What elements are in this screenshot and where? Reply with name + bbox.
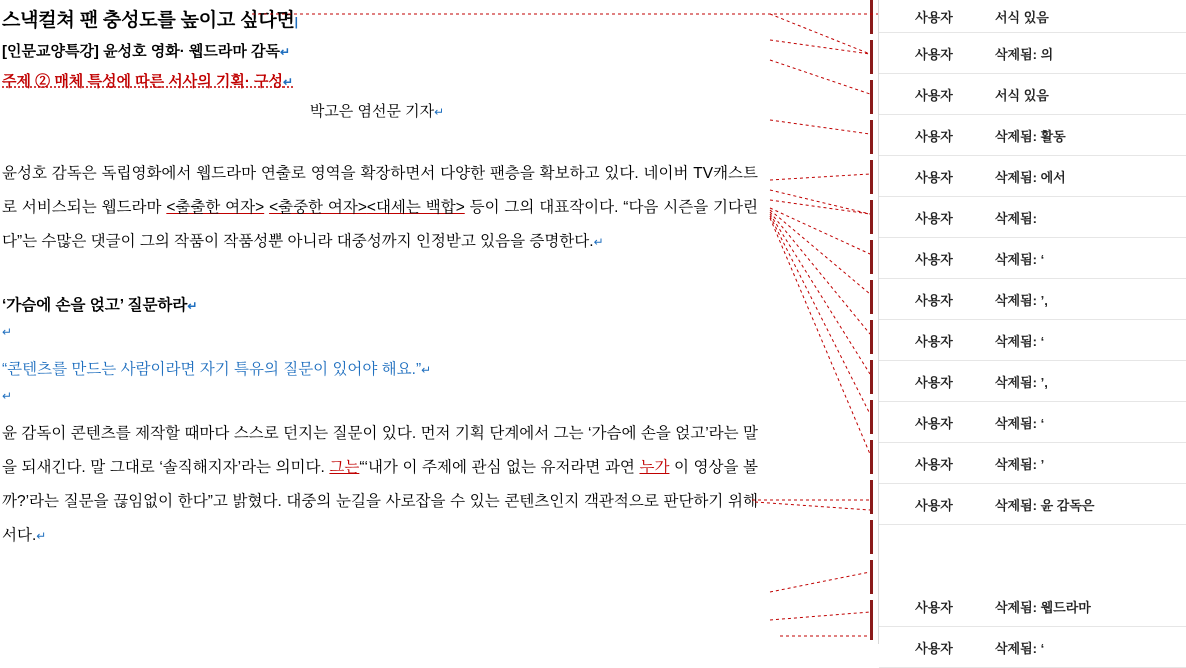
revision-author: 사용자 — [915, 210, 953, 226]
document-subtitle — [2, 37, 762, 67]
change-bar — [870, 600, 873, 640]
blank-line — [2, 127, 762, 157]
paragraph-mark-icon: ↵ — [283, 75, 294, 89]
document-theme-text: 주제 ② 매체 특성에 따른 서사의 기획· 구성 — [2, 73, 284, 90]
revision-action: 삭제됨: ‘ — [995, 640, 1045, 656]
paragraph-2 — [2, 417, 758, 553]
paragraph-2-text-c: 이 영상을 볼까?’라는 질문을 끊임없이 한다”고 밝혔다. 대중의 눈길을 사로잡을 수 있는 콘텐츠인지 객관적으로 판단하기 위해서다. — [2, 459, 758, 544]
revision-row[interactable] — [879, 238, 1186, 279]
revision-action: 삭제됨: 의 — [995, 46, 1054, 62]
revision-author: 사용자 — [915, 456, 953, 472]
change-bar — [870, 80, 873, 114]
document-byline — [2, 97, 762, 127]
blank-line — [2, 323, 762, 353]
revision-row[interactable] — [879, 484, 1186, 525]
paragraph-1-title-2: <출중한 여자> — [269, 199, 367, 216]
revision-action: 서식 있음 — [995, 87, 1049, 103]
blank-line — [2, 387, 762, 417]
revision-author: 사용자 — [915, 128, 953, 144]
document-subtitle-text: [인문교양특강] 윤성호 영화· 웹드라마 감독 — [2, 43, 280, 60]
paragraph-mark-icon: ↵ — [593, 235, 604, 249]
revision-row[interactable] — [879, 279, 1186, 320]
paragraph-2-text-b: “‘내가 이 주제에 관심 없는 유저라면 과연 — [359, 459, 640, 476]
paragraph-mark-icon: ↵ — [280, 45, 291, 59]
pull-quote-text: “콘텐츠를 만드는 사람이라면 자기 특유의 질문이 있어야 해요.” — [2, 361, 422, 378]
pull-quote — [2, 353, 762, 387]
paragraph-1-text-a: 윤성호 감독은 독립영화에서 웹드라마 연출로 영역을 확장하면서 다양한 팬층을 확보하고 있다. 네이버 TV캐스트로 서비스되는 웹드라마 — [2, 165, 758, 216]
revision-author: 사용자 — [915, 640, 953, 656]
paragraph-mark-icon: ↵ — [421, 363, 432, 377]
revision-author: 사용자 — [915, 87, 953, 103]
revision-author: 사용자 — [915, 251, 953, 267]
revision-action: 삭제됨: ’, — [995, 292, 1048, 308]
revisions-pane[interactable] — [878, 0, 1186, 656]
document-byline-text: 박고은 염선문 기자 — [309, 103, 435, 120]
paragraph-2-insert-2: 누가 — [639, 459, 670, 476]
change-bar — [870, 560, 873, 594]
revision-action: 서식 있음 — [995, 9, 1049, 25]
change-bar — [870, 160, 873, 194]
paragraph-mark-icon: ↵ — [2, 389, 13, 403]
document-title — [2, 6, 762, 37]
revision-action: 삭제됨: 윤 감독은 — [995, 497, 1095, 513]
revision-author: 사용자 — [915, 415, 953, 431]
change-bars — [868, 0, 878, 644]
blank-line — [2, 259, 762, 289]
change-bar — [870, 0, 873, 34]
revision-action: 삭제됨: 웹드라마 — [995, 599, 1091, 615]
change-bar — [870, 320, 873, 354]
revision-author: 사용자 — [915, 9, 953, 25]
paragraph-2-insert-1: 그는 — [329, 459, 360, 476]
paragraph-mark-icon: ↵ — [187, 299, 198, 313]
revision-row[interactable] — [879, 361, 1186, 402]
revision-row-empty — [879, 525, 1186, 586]
revision-row[interactable] — [879, 586, 1186, 627]
paragraph-mark-icon: ↵ — [434, 105, 445, 119]
revision-row[interactable] — [879, 320, 1186, 361]
change-bar — [870, 440, 873, 474]
document-title-text: 스낵컬쳐 팬 충성도를 높이고 싶다면 — [2, 10, 295, 31]
change-bar — [870, 280, 873, 314]
document-theme — [2, 67, 762, 97]
document-body — [2, 6, 762, 553]
revision-action: 삭제됨: ’ — [995, 456, 1045, 472]
revision-action: 삭제됨: — [995, 210, 1038, 226]
revision-author: 사용자 — [915, 169, 953, 185]
revision-author: 사용자 — [915, 497, 953, 513]
revision-action: 삭제됨: ’, — [995, 374, 1048, 390]
revision-row[interactable] — [879, 443, 1186, 484]
revision-action: 삭제됨: ‘ — [995, 415, 1045, 431]
revision-row[interactable] — [879, 115, 1186, 156]
revision-row[interactable] — [879, 627, 1186, 668]
revision-author: 사용자 — [915, 46, 953, 62]
revision-author: 사용자 — [915, 374, 953, 390]
revision-author: 사용자 — [915, 333, 953, 349]
revision-author: 사용자 — [915, 292, 953, 308]
paragraph-2-text-a: 윤 감독이 콘텐츠를 제작할 때마다 스스로 던지는 질문이 있다. 먼저 기획 단계에서 그는 ‘가슴에 손을 얹고’라는 말을 되새긴다. 말 그대로 ‘솔직해지자’라는 의미다. — [2, 425, 758, 476]
paragraph-mark-icon: | — [294, 15, 298, 29]
revision-action: 삭제됨: ‘ — [995, 251, 1045, 267]
section-heading-2 — [2, 289, 762, 323]
paragraph-mark-icon: ↵ — [36, 529, 47, 543]
paragraph-1 — [2, 157, 758, 259]
change-bar — [870, 520, 873, 554]
change-bar — [870, 40, 873, 74]
paragraph-1-title-1: <출출한 여자> — [166, 199, 265, 216]
paragraph-1-title-3: <대세는 백합> — [366, 199, 465, 216]
revision-row[interactable] — [879, 402, 1186, 443]
revision-action: 삭제됨: ‘ — [995, 333, 1045, 349]
change-bar — [870, 200, 873, 234]
change-bar — [870, 240, 873, 274]
revision-row[interactable] — [879, 33, 1186, 74]
revision-action: 삭제됨: 에서 — [995, 169, 1066, 185]
section-heading-2-text: ‘가슴에 손을 얹고’ 질문하라 — [2, 297, 188, 314]
change-bar — [870, 120, 873, 154]
revision-row[interactable] — [879, 197, 1186, 238]
change-bar — [870, 360, 873, 394]
change-bar — [870, 400, 873, 434]
revision-row[interactable] — [879, 0, 1186, 33]
revision-row[interactable] — [879, 156, 1186, 197]
paragraph-1-text-b: 등이 그의 대표작이다. “다음 시즌을 기다린다”는 수많은 댓글이 그의 작품이 작품성뿐 아니라 대중성까지 인정받고 있음을 증명한다. — [2, 199, 758, 250]
revision-row[interactable] — [879, 74, 1186, 115]
change-bar — [870, 480, 873, 514]
revision-author: 사용자 — [915, 599, 953, 615]
revision-action: 삭제됨: 활동 — [995, 128, 1066, 144]
paragraph-mark-icon: ↵ — [2, 325, 13, 339]
